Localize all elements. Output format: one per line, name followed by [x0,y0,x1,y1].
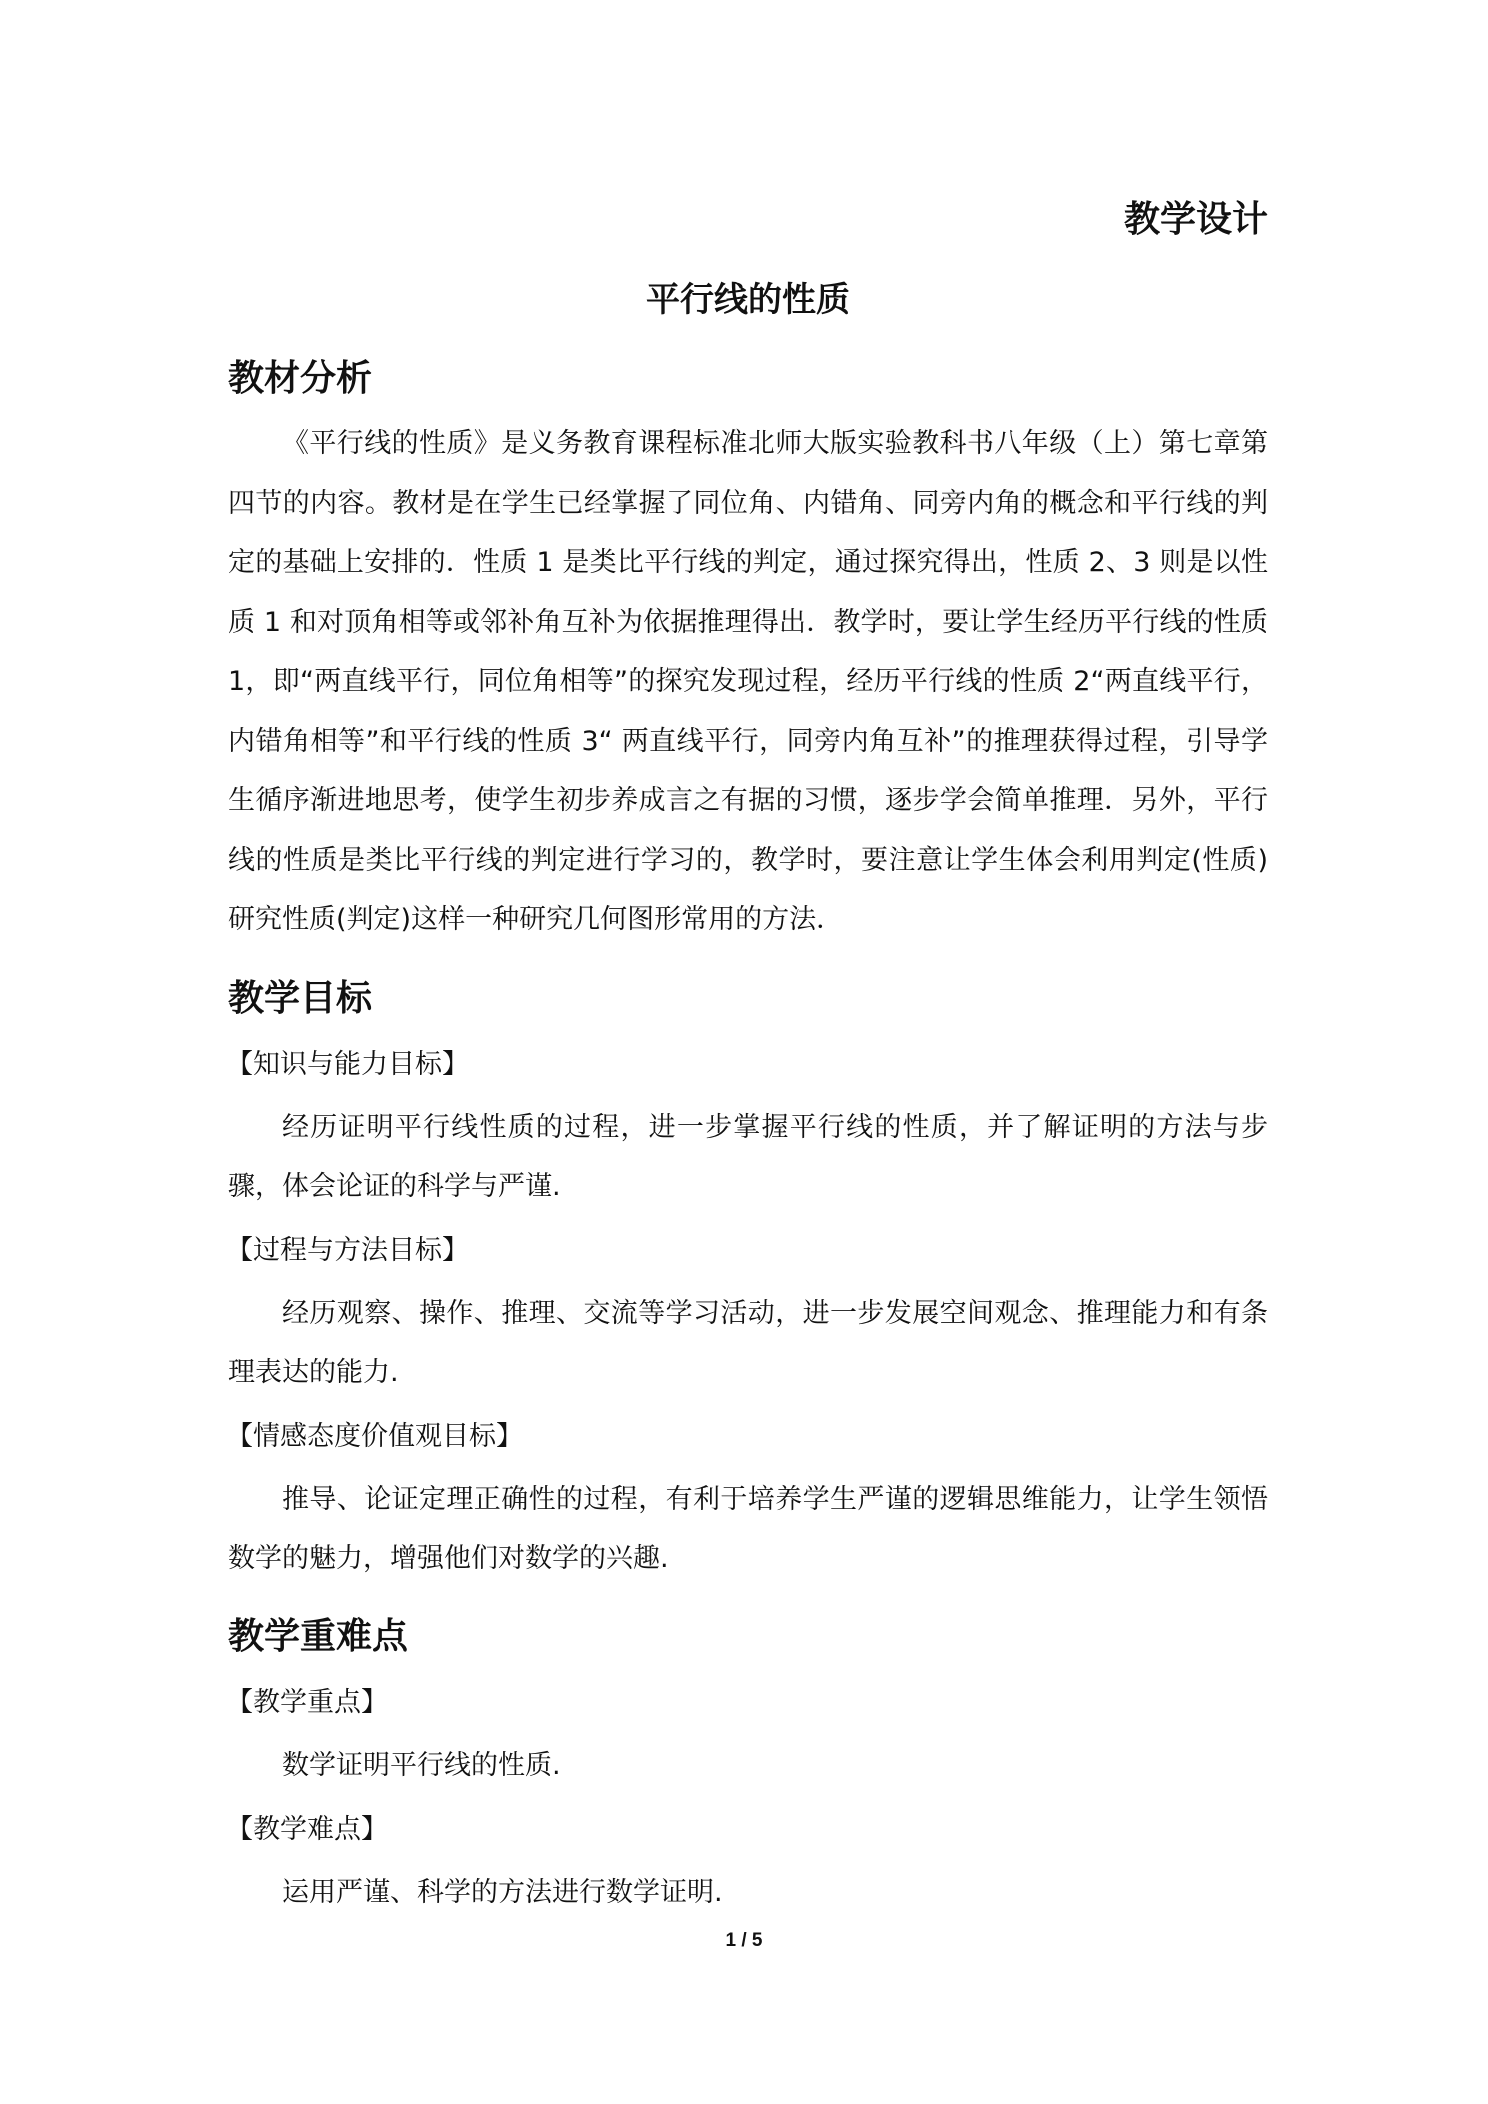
process-objective-label: 【过程与方法目标】 [226,1234,469,1266]
focus-label: 【教学重点】 [226,1686,388,1718]
focus-text: 数学证明平行线的性质. [282,1749,561,1781]
section-heading-analysis: 教材分析 [228,358,373,399]
page-content [228,190,1268,1922]
analysis-paragraph: 《平行线的性质》是义务教育课程标准北师大版实验教科书八年级（上）第七章第四节的内容。教材是在学生已经掌握了同位角、内错角、同旁内角的概念和平行线的判定的基础上安排的．性质 1 是类比平行线的判定，通过探究得出，性质 2、3 则是以性质 1 和对顶角相等或邻补角互补为依据推理得出．教学时，要让学生经历平行线的性质 1，即“两直线平行，同位角相等”的探究发现过程，经历平行线的性质 2“两直线平行，内错角相等”和平行线的性质 3“ 两直线平行，同旁内角互补”的推理获得过程，引导学生循序渐进地思考，使学生初步养成言之有据的习惯，逐步学会简单推理．另外，平行线的性质是类比平行线的判定进行学习的，教学时，要注意让学生体会利用判定(性质)研究性质(判定)这样一种研究几何图形常用的方法． [228,428,1268,935]
knowledge-objective-label: 【知识与能力目标】 [226,1048,469,1080]
difficulty-text: 运用严谨、科学的方法进行数学证明. [282,1876,723,1908]
section-heading-key-points: 教学重难点 [228,1615,409,1657]
section-heading-objectives: 教学目标 [228,977,373,1019]
difficulty-label: 【教学难点】 [226,1813,388,1845]
process-objective-text: 经历观察、操作、推理、交流等学习活动，进一步发展空间观念、推理能力和有条理表达的能力. [228,1297,1268,1388]
emotion-objective-label: 【情感态度价值观目标】 [226,1420,523,1452]
document-title: 平行线的性质 [646,280,850,320]
page-number: 1 / 5 [725,1930,763,1951]
knowledge-objective-text: 经历证明平行线性质的过程，进一步掌握平行线的性质，并了解证明的方法与步骤，体会论证的科学与严谨. [228,1111,1268,1202]
doc-type-label: 教学设计 [1123,199,1268,240]
emotion-objective-text: 推导、论证定理正确性的过程，有利于培养学生严谨的逻辑思维能力，让学生领悟数学的魅力，增强他们对数学的兴趣. [228,1483,1268,1574]
